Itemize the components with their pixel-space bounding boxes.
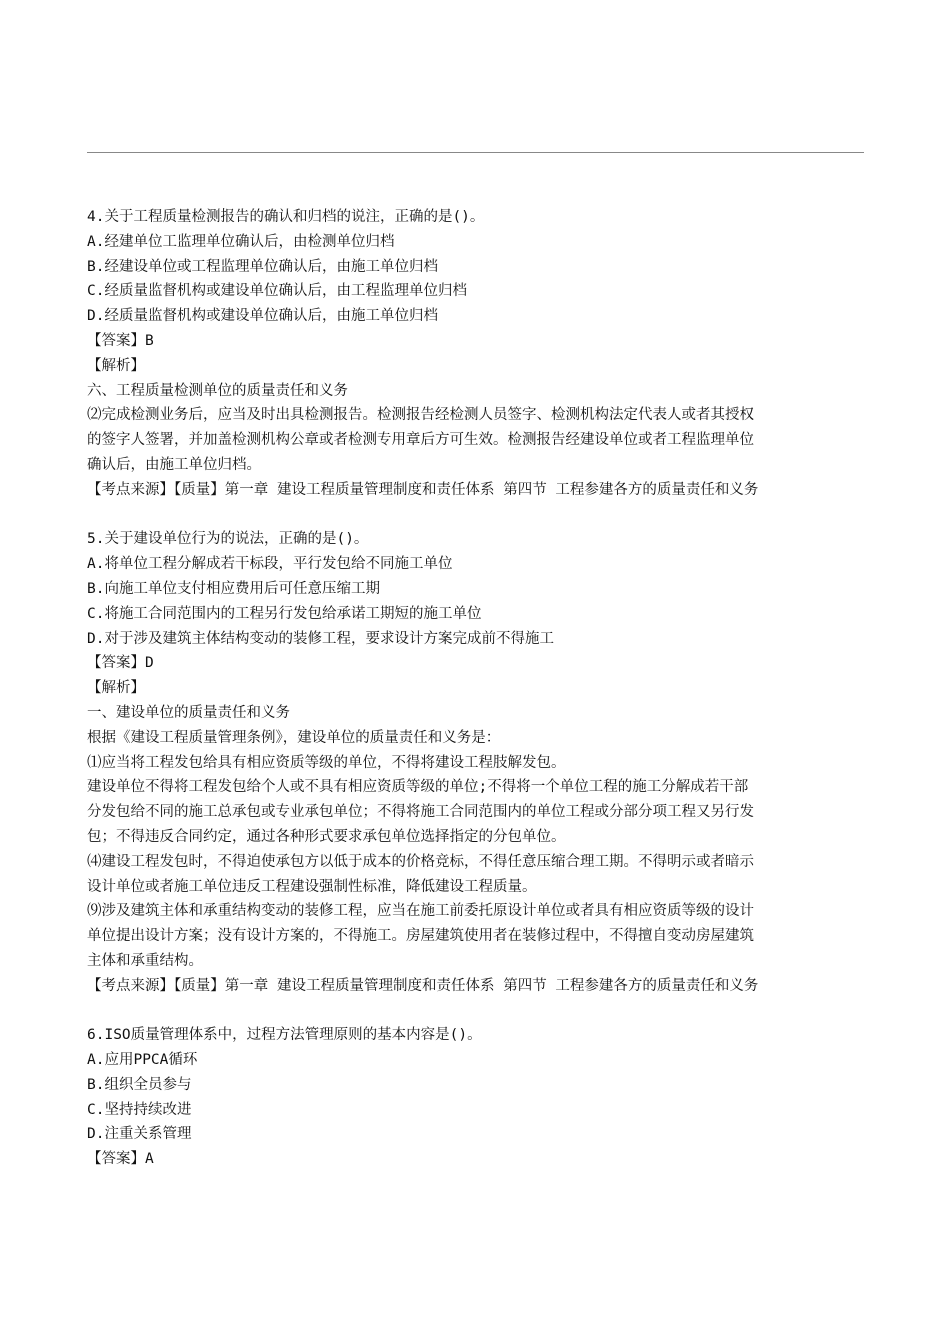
question-4-answer: 【答案】B: [87, 332, 154, 349]
question-6-option-b: B.组织全员参与: [87, 1076, 192, 1093]
question-6-option-c: C.坚持持续改进: [87, 1101, 192, 1118]
question-4-analysis-line: 的签字人签署，并加盖检测机构公章或者检测专用章后方可生效。检测报告经建设单位或者工程监理单位: [87, 432, 754, 449]
spacer: [87, 999, 867, 1024]
question-4-option-d: D.经质量监督机构或建设单位确认后，由施工单位归档: [87, 308, 438, 325]
question-5-analysis-label: 【解析】: [87, 680, 145, 697]
question-6-option-d: D.注重关系管理: [87, 1126, 192, 1143]
question-4-stem: 4.关于工程质量检测报告的确认和归档的说注，正确的是()。: [87, 209, 485, 225]
question-5-option-a: A.将单位工程分解成若干标段，平行发包给不同施工单位: [87, 556, 453, 573]
question-5-analysis-line: 主体和承重结构。: [87, 952, 203, 969]
question-5-option-d: D.对于涉及建筑主体结构变动的装修工程，要求设计方案完成前不得施工: [87, 630, 554, 647]
question-5-analysis-line: ⑴应当将工程发包给具有相应资质等级的单位，不得将建设工程肢解发包。: [87, 754, 566, 771]
question-4: [87, 205, 867, 503]
question-5-analysis-line: 单位提出设计方案；没有设计方案的，不得施工。房屋建筑使用者在装修过程中，不得擅自变动房屋建筑: [87, 928, 754, 945]
question-5-option-b: B.向施工单位支付相应费用后可任意压缩工期: [87, 580, 380, 597]
spacer: [87, 503, 867, 528]
question-4-analysis-line: 六、工程质量检测单位的质量责任和义务: [87, 382, 348, 399]
question-4-analysis-line: ⑵完成检测业务后，应当及时出具检测报告。检测报告经检测人员签字、检测机构法定代表人或者其授权: [87, 407, 754, 424]
question-5-answer: 【答案】D: [87, 655, 154, 672]
question-4-option-a: A.经建单位工监理单位确认后，由检测单位归档: [87, 233, 395, 250]
question-4-option-b: B.经建设单位或工程监理单位确认后，由施工单位归档: [87, 258, 438, 275]
question-5-analysis-line: 包；不得违反合同约定，通过各种形式要求承包单位选择指定的分包单位。: [87, 828, 566, 845]
question-4-source: 【考点来源】【质量】第一章 建设工程质量管理制度和责任体系 第四节 工程参建各方的质量责任和义务: [87, 481, 759, 498]
question-5-analysis-line: ⑷建设工程发包时，不得迫使承包方以低于成本的价格竞标，不得任意压缩合理工期。不得明示或者暗示: [87, 853, 754, 870]
question-5-analysis-line: 根据《建设工程质量管理条例》，建设单位的质量责任和义务是：: [87, 729, 501, 746]
question-5-source: 【考点来源】【质量】第一章 建设工程质量管理制度和责任体系 第四节 工程参建各方的质量责任和义务: [87, 977, 759, 994]
question-4-analysis-label: 【解析】: [87, 357, 145, 374]
question-6-option-a: A.应用PPCA循环: [87, 1052, 198, 1069]
question-5-analysis-line: 设计单位或者施工单位违反工程建设强制性标准，降低建设工程质量。: [87, 878, 537, 895]
question-6-stem: 6.ISO质量管理体系中，过程方法管理原则的基本内容是()。: [87, 1027, 482, 1044]
question-5-analysis-line: 建设单位不得将工程发包给个人或不具有相应资质等级的单位;不得将一个单位工程的施工分解成若干部: [87, 779, 749, 796]
header-rule: [87, 152, 864, 153]
question-4-option-c: C.经质量监督机构或建设单位确认后，由工程监理单位归档: [87, 283, 467, 300]
question-5: [87, 527, 867, 998]
question-5-stem: 5.关于建设单位行为的说法，正确的是()。: [87, 531, 369, 548]
question-6-answer: 【答案】A: [87, 1151, 154, 1168]
question-4-analysis-line: 确认后，由施工单位归档。: [87, 456, 261, 473]
question-6: [87, 1023, 867, 1172]
question-5-analysis-line: ⑼涉及建筑主体和承重结构变动的装修工程，应当在施工前委托原设计单位或者具有相应资质等级的设计: [87, 903, 754, 920]
question-5-option-c: C.将施工合同范围内的工程另行发包给承诺工期短的施工单位: [87, 605, 482, 622]
question-5-analysis-line: 一、建设单位的质量责任和义务: [87, 704, 290, 721]
page-content: [87, 205, 867, 1172]
question-5-analysis-line: 分发包给不同的施工总承包或专业承包单位；不得将施工合同范围内的单位工程或分部分项工程又另行发: [87, 804, 754, 821]
